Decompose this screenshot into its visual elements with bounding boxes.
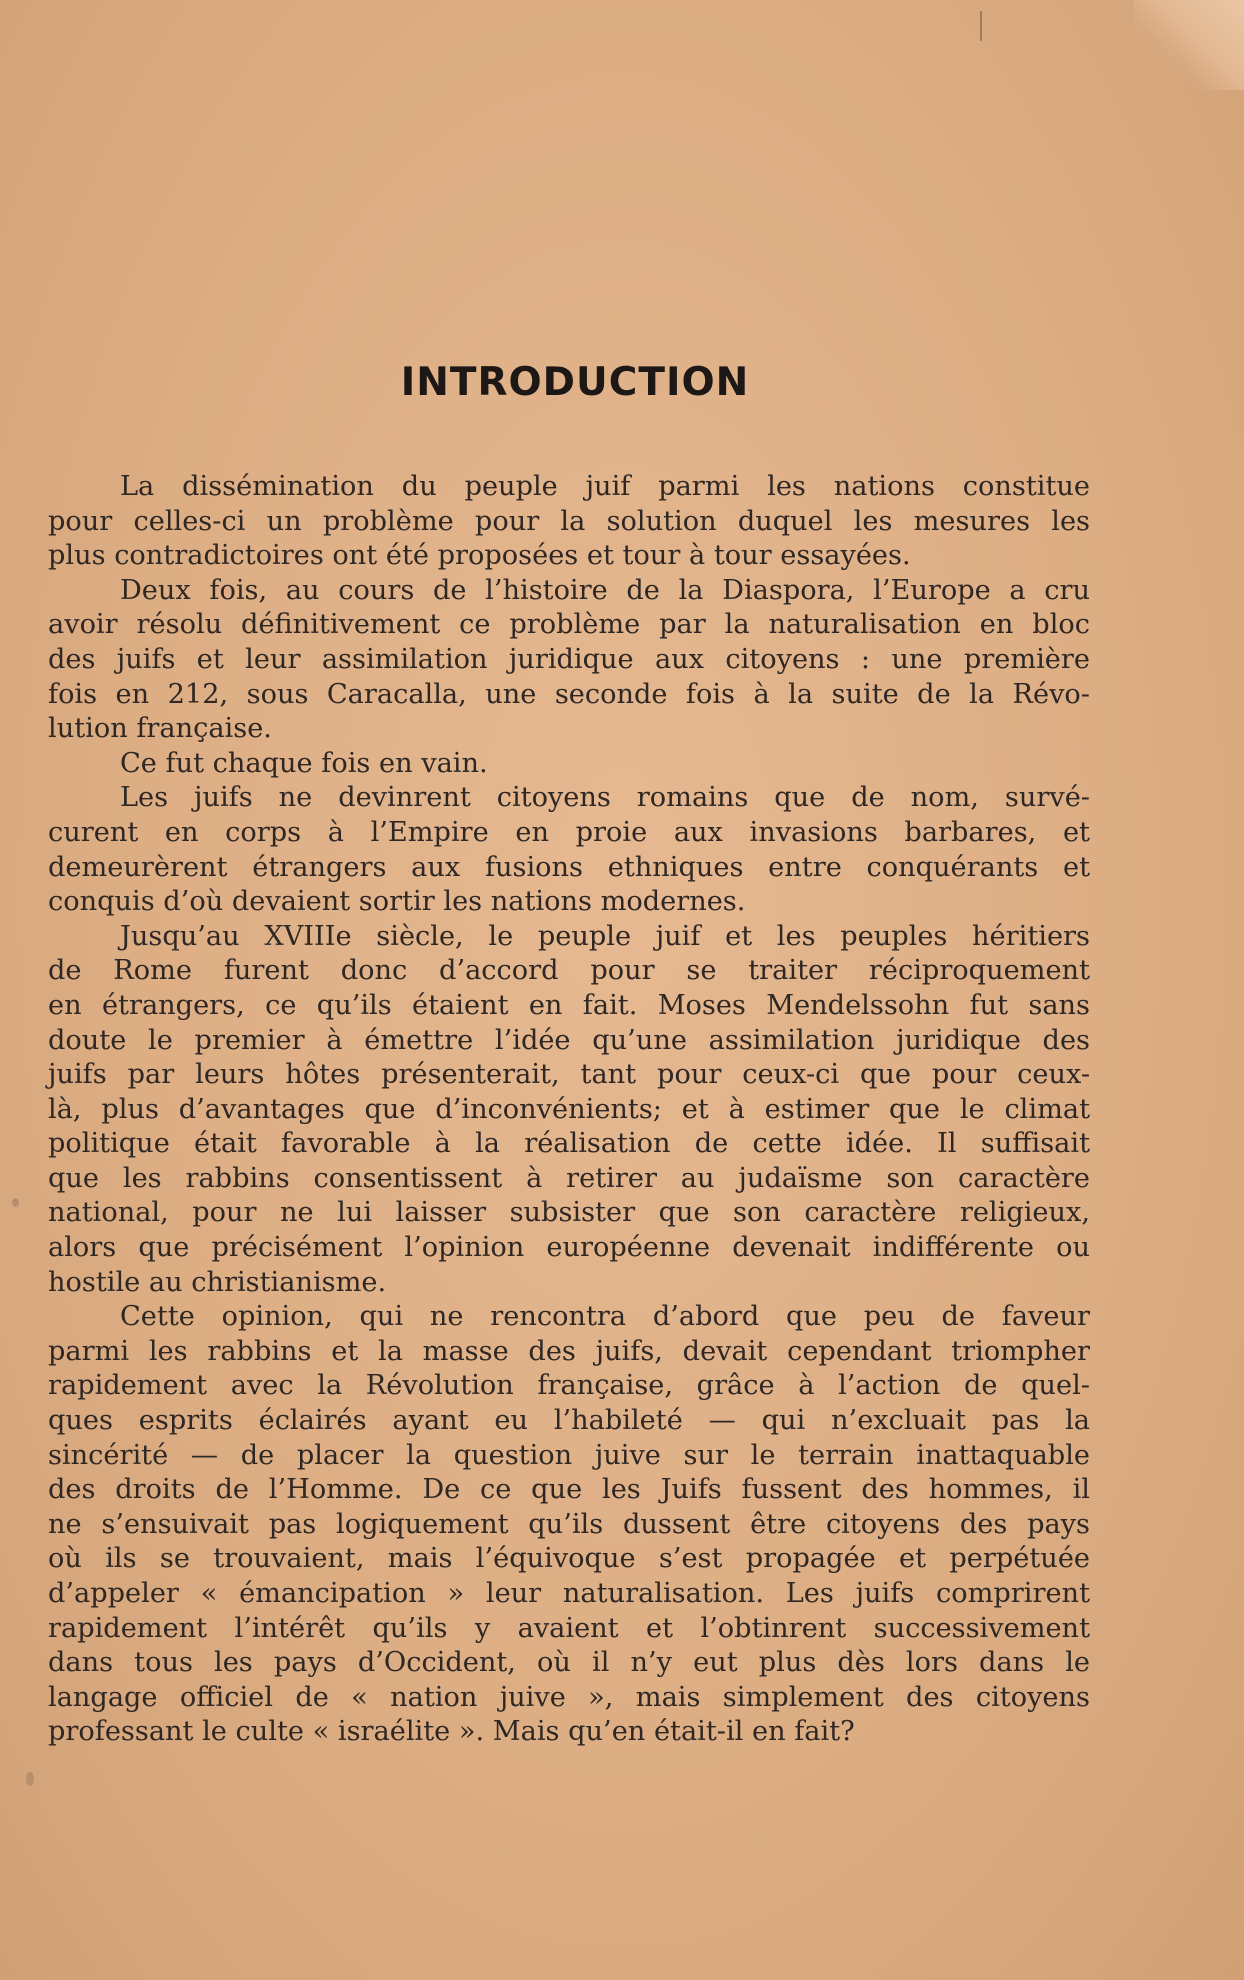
text-line: de Rome furent donc d’accord pour se traiter réciproquement	[48, 955, 1090, 987]
text-line: ne s’ensuivait pas logiquement qu’ils dussent être citoyens des pays	[48, 1508, 1090, 1540]
text-line: juifs par leurs hôtes présenterait, tant pour ceux-ci que pour ceux-	[48, 1059, 1090, 1091]
text-line: en étrangers, ce qu’ils étaient en fait. Moses Mendelssohn fut sans	[48, 989, 1090, 1021]
text-line: rapidement avec la Révolution française, grâce à l’action de quel-	[48, 1370, 1090, 1402]
text-line: sincérité — de placer la question juive sur le terrain inattaquable	[48, 1439, 1090, 1471]
text-line: conquis d’où devaient sortir les nations modernes.	[48, 886, 746, 918]
paper-speck	[12, 1198, 19, 1207]
body-text	[48, 470, 1090, 1750]
text-line: Jusqu’au XVIIIe siècle, le peuple juif et les peuples héritiers	[120, 920, 1090, 952]
text-line: alors que précisément l’opinion européenne devenait indifférente ou	[48, 1232, 1090, 1264]
text-line: politique était favorable à la réalisation de cette idée. Il suffisait	[48, 1128, 1090, 1160]
text-line: demeurèrent étrangers aux fusions ethniques entre conquérants et	[48, 851, 1090, 883]
text-line: dans tous les pays d’Occident, où il n’y eut plus dès lors dans le	[48, 1647, 1090, 1679]
text-line: national, pour ne lui laisser subsister que son caractère religieux,	[48, 1197, 1090, 1229]
text-line: rapidement l’intérêt qu’ils y avaient et l’obtinrent successivement	[48, 1612, 1090, 1644]
text-line: là, plus d’avantages que d’inconvénients; et à estimer que le climat	[48, 1093, 1090, 1125]
text-line: plus contradictoires ont été proposées et tour à tour essayées.	[48, 540, 911, 572]
text-line: hostile au christianisme.	[48, 1266, 387, 1298]
text-line: doute le premier à émettre l’idée qu’une assimilation juridique des	[48, 1024, 1090, 1056]
paper-speck	[26, 1772, 34, 1786]
text-line: Cette opinion, qui ne rencontra d’abord que peu de faveur	[120, 1301, 1090, 1333]
text-line: que les rabbins consentissent à retirer au judaïsme son caractère	[48, 1162, 1090, 1194]
text-line: Ce fut chaque fois en vain.	[120, 747, 488, 779]
text-line: parmi les rabbins et la masse des juifs, devait cependant triompher	[48, 1335, 1090, 1367]
text-line: Deux fois, au cours de l’histoire de la Diaspora, l’Europe a cru	[120, 574, 1090, 606]
text-line: professant le culte « israélite ». Mais qu’en était-il en fait?	[48, 1716, 855, 1748]
text-line: avoir résolu définitivement ce problème par la naturalisation en bloc	[48, 609, 1090, 641]
text-line: des juifs et leur assimilation juridique aux citoyens : une première	[48, 643, 1090, 675]
text-line: langage officiel de « nation juive », mais simplement des citoyens	[48, 1681, 1090, 1713]
text-line: fois en 212, sous Caracalla, une seconde fois à la suite de la Révo-	[48, 678, 1090, 710]
text-line: curent en corps à l’Empire en proie aux invasions barbares, et	[48, 816, 1090, 848]
chapter-heading: INTRODUCTION	[400, 360, 750, 405]
text-line: lution française.	[48, 713, 272, 745]
text-line: pour celles-ci un problème pour la solution duquel les mesures les	[48, 505, 1090, 537]
text-line: La dissémination du peuple juif parmi les nations constitue	[120, 471, 1090, 502]
text-line: des droits de l’Homme. De ce que les Juifs fussent des hommes, il	[48, 1474, 1090, 1506]
text-line: Les juifs ne devinrent citoyens romains que de nom, survé-	[120, 782, 1090, 814]
text-line: ques esprits éclairés ayant eu l’habileté — qui n’excluait pas la	[48, 1405, 1090, 1437]
paper-speck	[980, 11, 982, 41]
text-line: où ils se trouvaient, mais l’équivoque s’est propagée et perpétuée	[48, 1543, 1090, 1575]
text-line: d’appeler « émancipation » leur naturalisation. Les juifs comprirent	[48, 1578, 1090, 1609]
